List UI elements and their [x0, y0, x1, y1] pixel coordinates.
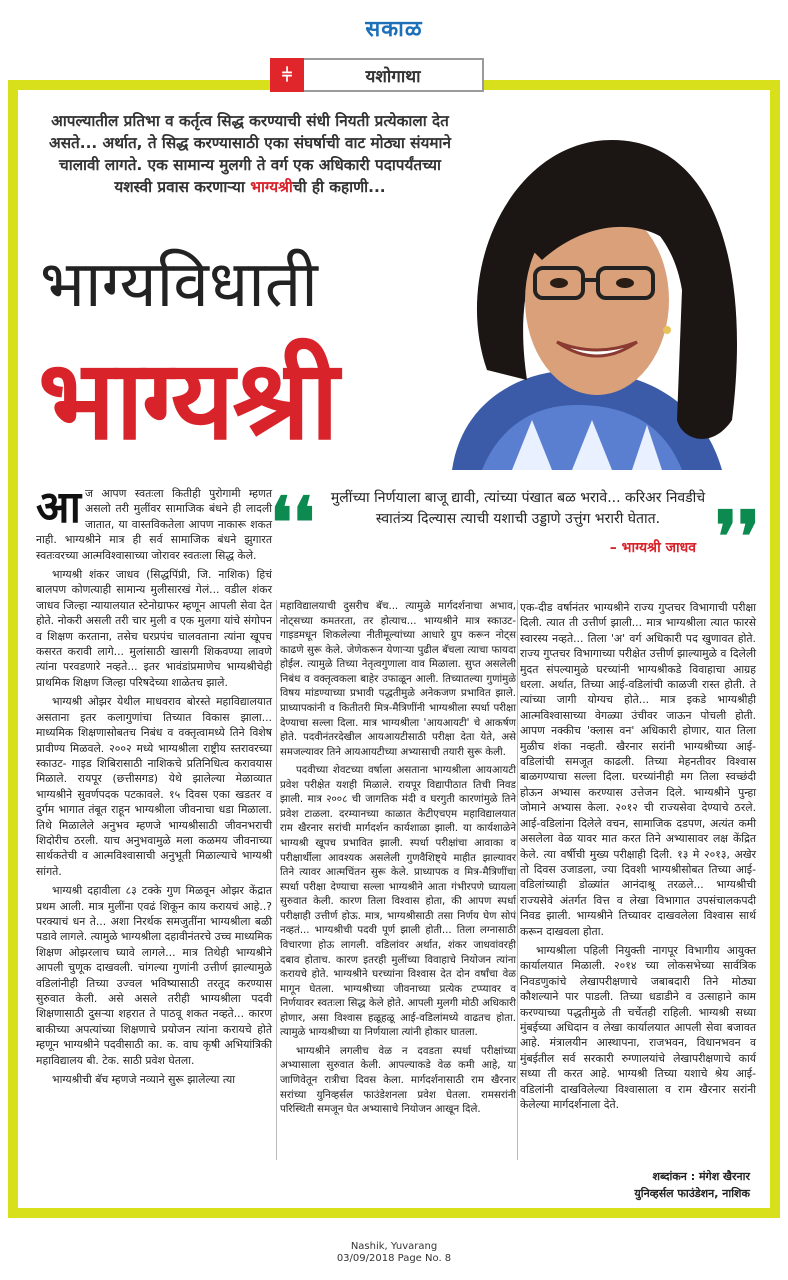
- intro-highlight: भाग्यश्री: [250, 178, 293, 196]
- article-paragraph: भाग्यश्री दहावीला ८३ टक्के गुण मिळवून ओझर केंद्रात प्रथम आली. मात्र मुलींना एवढं शिकून काय करायचं आहे..? परक्याचं धन ते... अशा निरर्थक समजुतींना भाग्यश्रीला बळी पडावे लागले. त्यामुळे भाग्यश्रीला दहावीनंतरचे उच्च माध्यमिक शिक्षण ओझरलाच घ्यावे लागले... मात्र तिथेही भाग्यश्रीने आपली चुणूक दाखवली. चांगल्या गुणांनी उत्तीर्ण झाल्यामुळे वडिलांनीही तिच्या उज्वल भविष्यासाठी तरतूद करण्यास सुरुवात केली. असे असले तरीही भाग्यश्रीला पदवी शिक्षणासाठी दुसऱ्या शहरात ते पाठवू शकत नव्हते... कारण बाकीच्या अपत्यांच्या शिक्षणाचे प्रयोजन त्यांना करायचे होते म्हणून भाग्यश्रीने पदवीसाठी का. क. वाघ कृषी अभियांत्रिकी महाविद्यालय बी. टेक. साठी प्रवेश घेतला.: [36, 884, 272, 1067]
- article-paragraph: भाग्यश्रीची बॅच म्हणजे नव्याने सुरू झालेल्या त्या: [52, 1073, 236, 1087]
- headline-line1: भाग्यविधाती: [40, 248, 318, 322]
- newspaper-logo: सकाळ: [365, 16, 423, 42]
- column-divider: [276, 600, 277, 1160]
- article-column-2: [280, 600, 516, 1122]
- article-paragraph: एक-दीड वर्षानंतर भाग्यश्रीने राज्य गुप्तचर विभागाची परीक्षा दिली. त्यात ती उत्तीर्ण झाली... मात्र भाग्यश्रीला त्यात फारसे स्वारस्य नव्हते... तिला 'अ' वर्ग अधिकारी पद खुणावत होते. राज्य गुप्तचर विभागाच्या परीक्षेत उत्तीर्ण झाल्यामुळे व दिलेली मुदत संपल्यामुळे घरच्यांनी भाग्यश्रीकडे विवाहाचा आग्रह धरला. अर्थात, तिच्या आई-वडिलांची काळजी रास्त होती. ते त्यांच्या जागी योग्यच होते... मात्र इकडे भाग्यश्रीही आत्मविश्वासाच्या वेगळ्या उंचीवर जाऊन पोचली होती. आपण नक्कीच 'क्लास वन' अधिकारी होणार, यात तिला मुळीच शंका नव्हती. खैरनार सरांनी भाग्यश्रीच्या आई- वडिलांची समजूत काढली. तिच्या मेहनतीवर विश्वास बाळगण्याचा सल्ला दिला. घरच्यांनीही मग तिला स्वच्छंदी होऊन अभ्यास करण्यास उत्तेजन दिले. भाग्यश्रीने पुन्हा जोमाने अभ्यास केला. २०१२ ची राज्यसेवा देण्याचे ठरले. आई-वडिलांना दिलेले वचन, सामाजिक दडपण, अत्यंत कमी असलेला वेळ यावर मात करत तिने अभ्यासावर लक्ष केंद्रित केले. त्या वर्षीची मुख्य परीक्षाही दिली. १३ मे २०१३, अखेर तो दिवस उजाडला, ज्या दिवशी भाग्यश्रीसोबत तिच्या आई-वडिलांच्याही डोळ्यांत आनंदाश्रू तरळले... भाग्यश्रीची राज्यसेवे अंतर्गत वित्त व लेखा विभागात उपसंचालकपदी निवड झाली. भाग्यश्रीने तिच्यावर दाखवलेला विश्वास सार्थ करून दाखवला होता.: [520, 601, 756, 938]
- article-column-3: [520, 600, 756, 1116]
- masthead: [0, 0, 788, 48]
- byline: [634, 1168, 750, 1202]
- section-tag: [270, 58, 484, 92]
- headline-line2: भाग्यश्री: [38, 335, 337, 464]
- page-footer: [0, 1241, 788, 1265]
- article-paragraph: पदवीच्या शेवटच्या वर्षाला असताना भाग्यश्रीला आयआयटी प्रवेश परीक्षेत यशही मिळाले. रायपूर विद्यापीठात तिची निवड झाली. मात्र २००८ ची जागतिक मंदी व घरगुती कारणांमुळे तिने प्रवेश टाळला. दरम्यानच्या काळात केटीएचएम महाविद्यालयात राम खैरनार सरांची मार्गदर्शन कार्यशाळा झाली. या कार्यशाळेने भाग्यश्री खूपच प्रभावित झाली. स्पर्धा परीक्षांचा आवाका व परीक्षार्थीला आवश्यक असलेली गुणवैशिष्ट्ये माहीत झाल्यावर तिने त्यावर आत्मचिंतन सुरू केले. प्राध्यापक व मित्र-मैत्रिणींचा स्पर्धा परीक्षा देण्याचा सल्ला भाग्यश्रीने आता गंभीरपणे घ्यायला सुरुवात केली. कारण तिला विश्वास होता, की आपण स्पर्धा परीक्षाही उत्तीर्ण होऊ. मात्र, भाग्यश्रीसाठी तसा निर्णय घेण सोपं नव्हतं... भाग्यश्रीची पदवी पूर्ण झाली होती... तिला लग्नासाठी विचारणा होऊ लागली. वडिलांवर अर्थात, शंकर जाधवांवरही दबाव होताच. कारण इतरही मुलींच्या विवाहाचे नियोजन त्यांना करायचे होते. भाग्यश्रीने घरच्यांना विश्वास देत दोन वर्षांचा वेळ मागून घेतला. भाग्यश्रीच्या जीवनाच्या प्रत्येक टप्प्यावर व निर्णयावर स्वतःला सिद्ध केले होते. आपली मुलगी मोठी अधिकारी होणार, असा विश्वास हळूहळू आई-वडिलांमध्ये वाढतच होता. त्यामुळे भाग्यश्रीच्या या निर्णयाला त्यांनी होकार घातला.: [280, 765, 516, 1039]
- article-paragraph: भाग्यश्री शंकर जाधव (सिद्धपिंप्री, जि. नाशिक) हिचं बालपण कोणत्याही सामान्य मुलीसारखं गेलं... वडील शंकर जाधव जिल्हा न्यायालयात स्टेनोग्राफर म्हणून आपली सेवा देत होते. नोकरी असली तरी चार मुली व एक मुलगा यांचे संगोपन व शिक्षण करताना, तसेच घरप्रपंच चालवताना त्यांना खूपच कसरत करावी लागे... मुलांसाठी खासगी शिकवण्या लावणे त्यांना परवडणारे नव्हते... इतर भावंडांप्रमाणेच भाग्यश्रीचेही प्राथमिक शिक्षण जिल्हा परिषदेच्या शाळेतच झाले.: [36, 568, 272, 689]
- intro-text-b: ची ही कहाणी...: [292, 178, 386, 196]
- drop-cap: आ: [36, 482, 81, 533]
- article-paragraph: आज आपण स्वतःला कितीही पुरोगामी म्हणत असलो तरी मुलींवर सामाजिक बंधने ही लादली जातात, या वास्तविकतेला आपण नाकारू शकत नाही. भाग्यश्रीने मात्र ही सर्व सामाजिक बंधने झुगारत स्वतःवरच्या आत्मविश्वासाच्या जोरावर स्वतःला सिद्ध केले.: [36, 482, 272, 562]
- article-paragraph: महाविद्यालयाची दुसरीच बॅच... त्यामुळे मार्गदर्शनाचा अभाव, नोट्सच्या कमतरता, तर होत्याच... भाग्यश्रीने मात्र स्काउट-गाइडमधून शिकलेल्या नीतीमूल्यांच्या आधारे ग्रुप करून नोट्स काढणे सुरू केले. जेणेकरून येणाऱ्या पुढील बॅचला त्याचा फायदा होईल. त्यामुळे तिच्या नेतृत्वगुणाला वाव मिळाला. सुप्त असलेली निबंध व वक्तृत्वकला बाहेर उफाळून आली. तिच्यातल्या गुणांमुळे विषय मांडण्याच्या प्रभावी पद्धतीमुळे अनेकजण प्रभावित झाले. प्राध्यापकांनी व कितीतरी मित्र-मैत्रिणींनी भाग्यश्रीला स्पर्धा परीक्षा देण्याचा सल्ला दिला. मात्र भाग्यश्रीला 'आयआयटी' चे आकर्षण होते. पदवीनंतरदेखील आयआयटीसाठी परीक्षा देता येते, असे समजल्यावर तिने आयआयटीच्या अभ्यासाची तयारी सुरू केली.: [280, 601, 516, 758]
- article-paragraph: भाग्यश्रीने लगलीच वेळ न दवडता स्पर्धा परीक्षांच्या अभ्यासाला सुरुवात केली. आपल्याकडे वेळ कमी आहे, या जाणिवेतून रात्रीचा दिवस केला. मार्गदर्शनासाठी राम खैरनार सरांच्या युनिव्हर्सल फाउंडेशनला प्रवेश घेतला. रामसरांनी परिस्थिती समजून घेत अभ्यासाचे नियोजन आखून दिले.: [280, 1045, 516, 1116]
- pull-quote-author: – भाग्यश्री जाधव: [609, 540, 696, 556]
- open-quote-icon: ❛❛: [270, 481, 316, 564]
- article-paragraph: भाग्यश्री ओझर येथील माधवराव बोरस्ते महाविद्यालयात असताना इतर कलागुणांचा तिच्यात विकास झाला... माध्यमिक शिक्षणासोबतच निबंध व वक्तृत्वामध्ये तिने विशेष प्रावीण्य मिळवले. २००२ मध्ये भाग्यश्रीला राष्ट्रीय स्तरावरच्या स्काउट- गाइड शिबिरासाठी नाशिकचे प्रतिनिधित्व करावयास मिळाले. रायपूर (छत्तीसगड) येथे झालेल्या मेळाव्यात भाग्यश्रीने सुवर्णपदक पटकावले. १५ दिवस एका खडतर व दुर्गम भागात तंबूत राहून भाग्यश्रीला जीवनाचा धडा मिळाला. तिथे मिळालेले अनुभव म्हणजे भाग्यश्रीसाठी जीवनभराची शिदोरीच ठरली. याच अनुभवामुळे मला कळमय जीवनाच्या सार्थकतेची व आत्मविश्वासाची अनुभूती मिळाल्याचे भाग्यश्री सांगते.: [36, 695, 272, 878]
- footer-date-page: 03/09/2018 Page No. 8: [336, 1253, 452, 1264]
- article-column-1: [36, 482, 272, 1091]
- intro-paragraph: [40, 110, 460, 198]
- pull-quote: [270, 480, 760, 578]
- close-quote-icon: ❜❜: [714, 495, 760, 578]
- section-label: यशोगाथा: [304, 58, 484, 92]
- byline-writer: शब्दांकन : मंगेश खैरनार: [652, 1170, 750, 1183]
- column-divider: [517, 600, 518, 1160]
- article-paragraph: भाग्यश्रीला पहिली नियुक्ती नागपूर विभागीय आयुक्त कार्यालयात मिळाली. २०१४ च्या लोकसभेच्या सार्वत्रिक निवडणुकांचे लेखापरीक्षणाचे जबाबदारी तिने मोठ्या कौशल्याने पार पाडली. तिच्या धडाडीने व उत्साहाने काम करण्याच्या पद्धतीमुळे ती चर्चेतही राहिली. भाग्यश्री सध्या मुंबईच्या अधिदान व लेखा कार्यालयात आपली सेवा बजावत आहे. मंत्रालयीन आस्थापना, राजभवन, विधानभवन व मुंबईतील सर्व सरकारी रुग्णालयांचे लेखापरीक्षणाचे कार्य सध्या ती करत आहे. भाग्यश्री तिच्या यशाचे श्रेय आई-वडिलांनी दाखविलेल्या विश्वासाला व राम खैरनार सरांनी केलेल्या मार्गदर्शनाला देते.: [520, 943, 756, 1111]
- footer-edition: Nashik, Yuvarang: [350, 1241, 438, 1252]
- intro-text-a: आपल्यातील प्रतिभा व कर्तृत्व सिद्ध करण्याची संधी नियती प्रत्येकाला देत असते... अर्थात, ते सिद्ध करण्यासाठी एका संघर्षाची वाट मोठ्या संयमाने चालावी लागते. एक सामान्य मुलगी ते वर्ग एक अधिकारी पदापर्यंतच्या यशस्वी प्रवास करणाऱ्या: [49, 112, 451, 196]
- chevron-down-icon: ⫩: [270, 58, 304, 92]
- pull-quote-text: मुलींच्या निर्णयाला बाजू द्यावी, त्यांच्या पंखात बळ भरावे... करिअर निवडीचे स्वातंत्र्य दिल्यास त्याची यशाची उड्डाणे उत्तुंग भरारी घेतात.: [330, 490, 706, 527]
- byline-organization: युनिव्हर्सल फाउंडेशन, नाशिक: [634, 1187, 750, 1200]
